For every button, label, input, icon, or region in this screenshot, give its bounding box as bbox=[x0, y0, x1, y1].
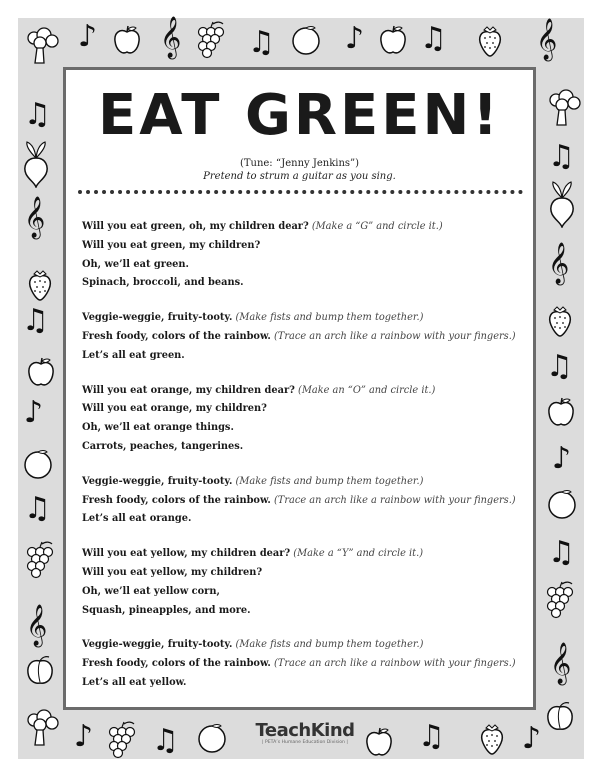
action-note: (Make an “O” and circle it.) bbox=[298, 384, 436, 396]
lyric-line bbox=[82, 419, 525, 438]
grapes-icon bbox=[542, 580, 576, 624]
lyric-text: Will you eat green, oh, my children dear? bbox=[82, 221, 309, 232]
stanza bbox=[82, 218, 525, 293]
music-note-icon: ♪ bbox=[522, 721, 542, 756]
lyric-line bbox=[82, 492, 525, 511]
strawberry-icon bbox=[476, 24, 504, 62]
apple-icon bbox=[546, 396, 576, 432]
grapes-icon bbox=[193, 20, 227, 64]
logo-name: TeachKind bbox=[255, 720, 355, 741]
orange-icon bbox=[546, 488, 578, 524]
music-notes-icon: ♫ bbox=[548, 139, 575, 174]
lyric-line bbox=[82, 237, 525, 256]
music-notes-icon: ♫ bbox=[22, 303, 49, 338]
lyric-line bbox=[82, 545, 525, 564]
lyric-line bbox=[82, 256, 525, 275]
lyric-text: Let’s all eat green. bbox=[82, 349, 185, 361]
music-note-icon: ♪ bbox=[74, 719, 94, 754]
tune-info bbox=[66, 157, 533, 183]
lyric-line bbox=[82, 510, 525, 529]
lyric-text: Oh, we’ll eat orange things. bbox=[82, 422, 234, 434]
apple-icon bbox=[378, 24, 408, 60]
lyric-line bbox=[82, 602, 525, 621]
lyric-text: Will you eat orange, my children dear? bbox=[82, 384, 295, 396]
action-note: (Make fists and bump them together.) bbox=[235, 312, 424, 324]
lyric-text: Oh, we’ll eat yellow corn, bbox=[82, 585, 220, 597]
lyric-text: Spinach, broccoli, and beans. bbox=[82, 277, 244, 289]
chorus-stanza bbox=[82, 473, 525, 529]
broccoli-icon bbox=[544, 88, 584, 132]
lyric-text: Let’s all eat orange. bbox=[82, 513, 192, 525]
beet-icon bbox=[18, 140, 54, 192]
orange-icon bbox=[196, 722, 228, 758]
lyric-text: Squash, pineapples, and more. bbox=[82, 604, 251, 616]
stanza bbox=[82, 545, 525, 620]
apple-icon bbox=[26, 356, 56, 392]
teachkind-logo bbox=[250, 720, 360, 745]
lyric-text: Let’s all eat yellow. bbox=[82, 676, 187, 688]
grapes-icon bbox=[104, 720, 138, 764]
broccoli-icon bbox=[22, 26, 62, 70]
chorus-stanza bbox=[82, 309, 525, 365]
lyric-line bbox=[82, 309, 525, 328]
lyric-line bbox=[82, 347, 525, 366]
music-note-icon: ♪ bbox=[345, 21, 365, 56]
lyric-text: Will you eat green, my children? bbox=[82, 239, 261, 251]
beet-icon bbox=[544, 180, 580, 232]
action-note: (Trace an arch like a rainbow with your fingers.) bbox=[273, 330, 516, 342]
treble-clef-icon: 𝄞 bbox=[160, 17, 182, 58]
lyric-text: Oh, we’ll eat green. bbox=[82, 258, 189, 270]
tune-instruction: Pretend to strum a guitar as you sing. bbox=[203, 171, 396, 182]
song-lyrics bbox=[82, 218, 525, 709]
action-note: (Make fists and bump them together.) bbox=[235, 639, 424, 651]
music-notes-icon: ♫ bbox=[418, 719, 445, 754]
lyric-text: Veggie-weggie, fruity-tooty. bbox=[82, 639, 233, 651]
lyric-text: Veggie-weggie, fruity-tooty. bbox=[82, 475, 233, 487]
treble-clef-icon: 𝄞 bbox=[26, 605, 48, 646]
lyric-line bbox=[82, 438, 525, 457]
treble-clef-icon: 𝄞 bbox=[550, 643, 572, 684]
lyric-line bbox=[82, 636, 525, 655]
orange-icon bbox=[290, 24, 322, 60]
lyric-text: Fresh foody, colors of the rainbow. bbox=[82, 494, 271, 506]
action-note: (Trace an arch like a rainbow with your fingers.) bbox=[273, 658, 516, 670]
peach-icon bbox=[544, 700, 576, 736]
music-note-icon: ♪ bbox=[24, 395, 44, 430]
lyric-text: Will you eat orange, my children? bbox=[82, 403, 267, 415]
lyric-line bbox=[82, 218, 525, 237]
lyric-line bbox=[82, 274, 525, 293]
music-note-icon: ♪ bbox=[78, 19, 98, 54]
lyric-text: Will you eat yellow, my children dear? bbox=[82, 548, 291, 560]
music-notes-icon: ♫ bbox=[24, 97, 51, 132]
lyric-text: Carrots, peaches, tangerines. bbox=[82, 440, 244, 452]
orange-icon bbox=[22, 448, 54, 484]
chorus-stanza bbox=[82, 636, 525, 692]
apple-icon bbox=[112, 24, 142, 60]
page-title: EAT GREEN! bbox=[98, 83, 501, 148]
strawberry-icon bbox=[26, 268, 54, 306]
lyric-text: Veggie-weggie, fruity-tooty. bbox=[82, 312, 233, 324]
lyric-text: Fresh foody, colors of the rainbow. bbox=[82, 330, 271, 342]
strawberry-icon bbox=[546, 304, 574, 342]
lyric-line bbox=[82, 382, 525, 401]
lyric-line bbox=[82, 564, 525, 583]
music-note-icon: ♪ bbox=[552, 441, 572, 476]
apple-icon bbox=[364, 726, 394, 762]
treble-clef-icon: 𝄞 bbox=[548, 243, 570, 284]
lyric-line bbox=[82, 583, 525, 602]
music-notes-icon: ♫ bbox=[546, 349, 573, 384]
logo-tagline: | PETA’s Humane Education Division | bbox=[262, 740, 348, 745]
lyric-line bbox=[82, 400, 525, 419]
peach-icon bbox=[24, 654, 56, 690]
music-notes-icon: ♫ bbox=[548, 535, 575, 570]
action-note: (Make a “G” and circle it.) bbox=[311, 221, 443, 232]
lyrics-panel bbox=[63, 67, 536, 710]
action-note: (Make fists and bump them together.) bbox=[235, 475, 424, 487]
lyric-line bbox=[82, 473, 525, 492]
music-notes-icon: ♫ bbox=[420, 21, 447, 56]
lyric-text: Will you eat yellow, my children? bbox=[82, 566, 263, 578]
tune-line: (Tune: “Jenny Jenkins”) bbox=[239, 158, 360, 169]
lyric-text: Fresh foody, colors of the rainbow. bbox=[82, 658, 271, 670]
grapes-icon bbox=[22, 540, 56, 584]
treble-clef-icon: 𝄞 bbox=[24, 197, 46, 238]
lyric-line bbox=[82, 655, 525, 674]
music-notes-icon: ♫ bbox=[248, 25, 275, 60]
action-note: (Trace an arch like a rainbow with your fingers.) bbox=[273, 494, 516, 506]
broccoli-icon bbox=[22, 708, 62, 752]
lyric-line bbox=[82, 674, 525, 693]
stanza bbox=[82, 382, 525, 457]
music-notes-icon: ♫ bbox=[24, 491, 51, 526]
dotted-divider bbox=[78, 190, 523, 194]
strawberry-icon bbox=[478, 722, 506, 760]
action-note: (Make a “Y” and circle it.) bbox=[293, 548, 424, 560]
treble-clef-icon: 𝄞 bbox=[536, 19, 558, 60]
lyric-line bbox=[82, 328, 525, 347]
music-notes-icon: ♫ bbox=[152, 723, 179, 758]
